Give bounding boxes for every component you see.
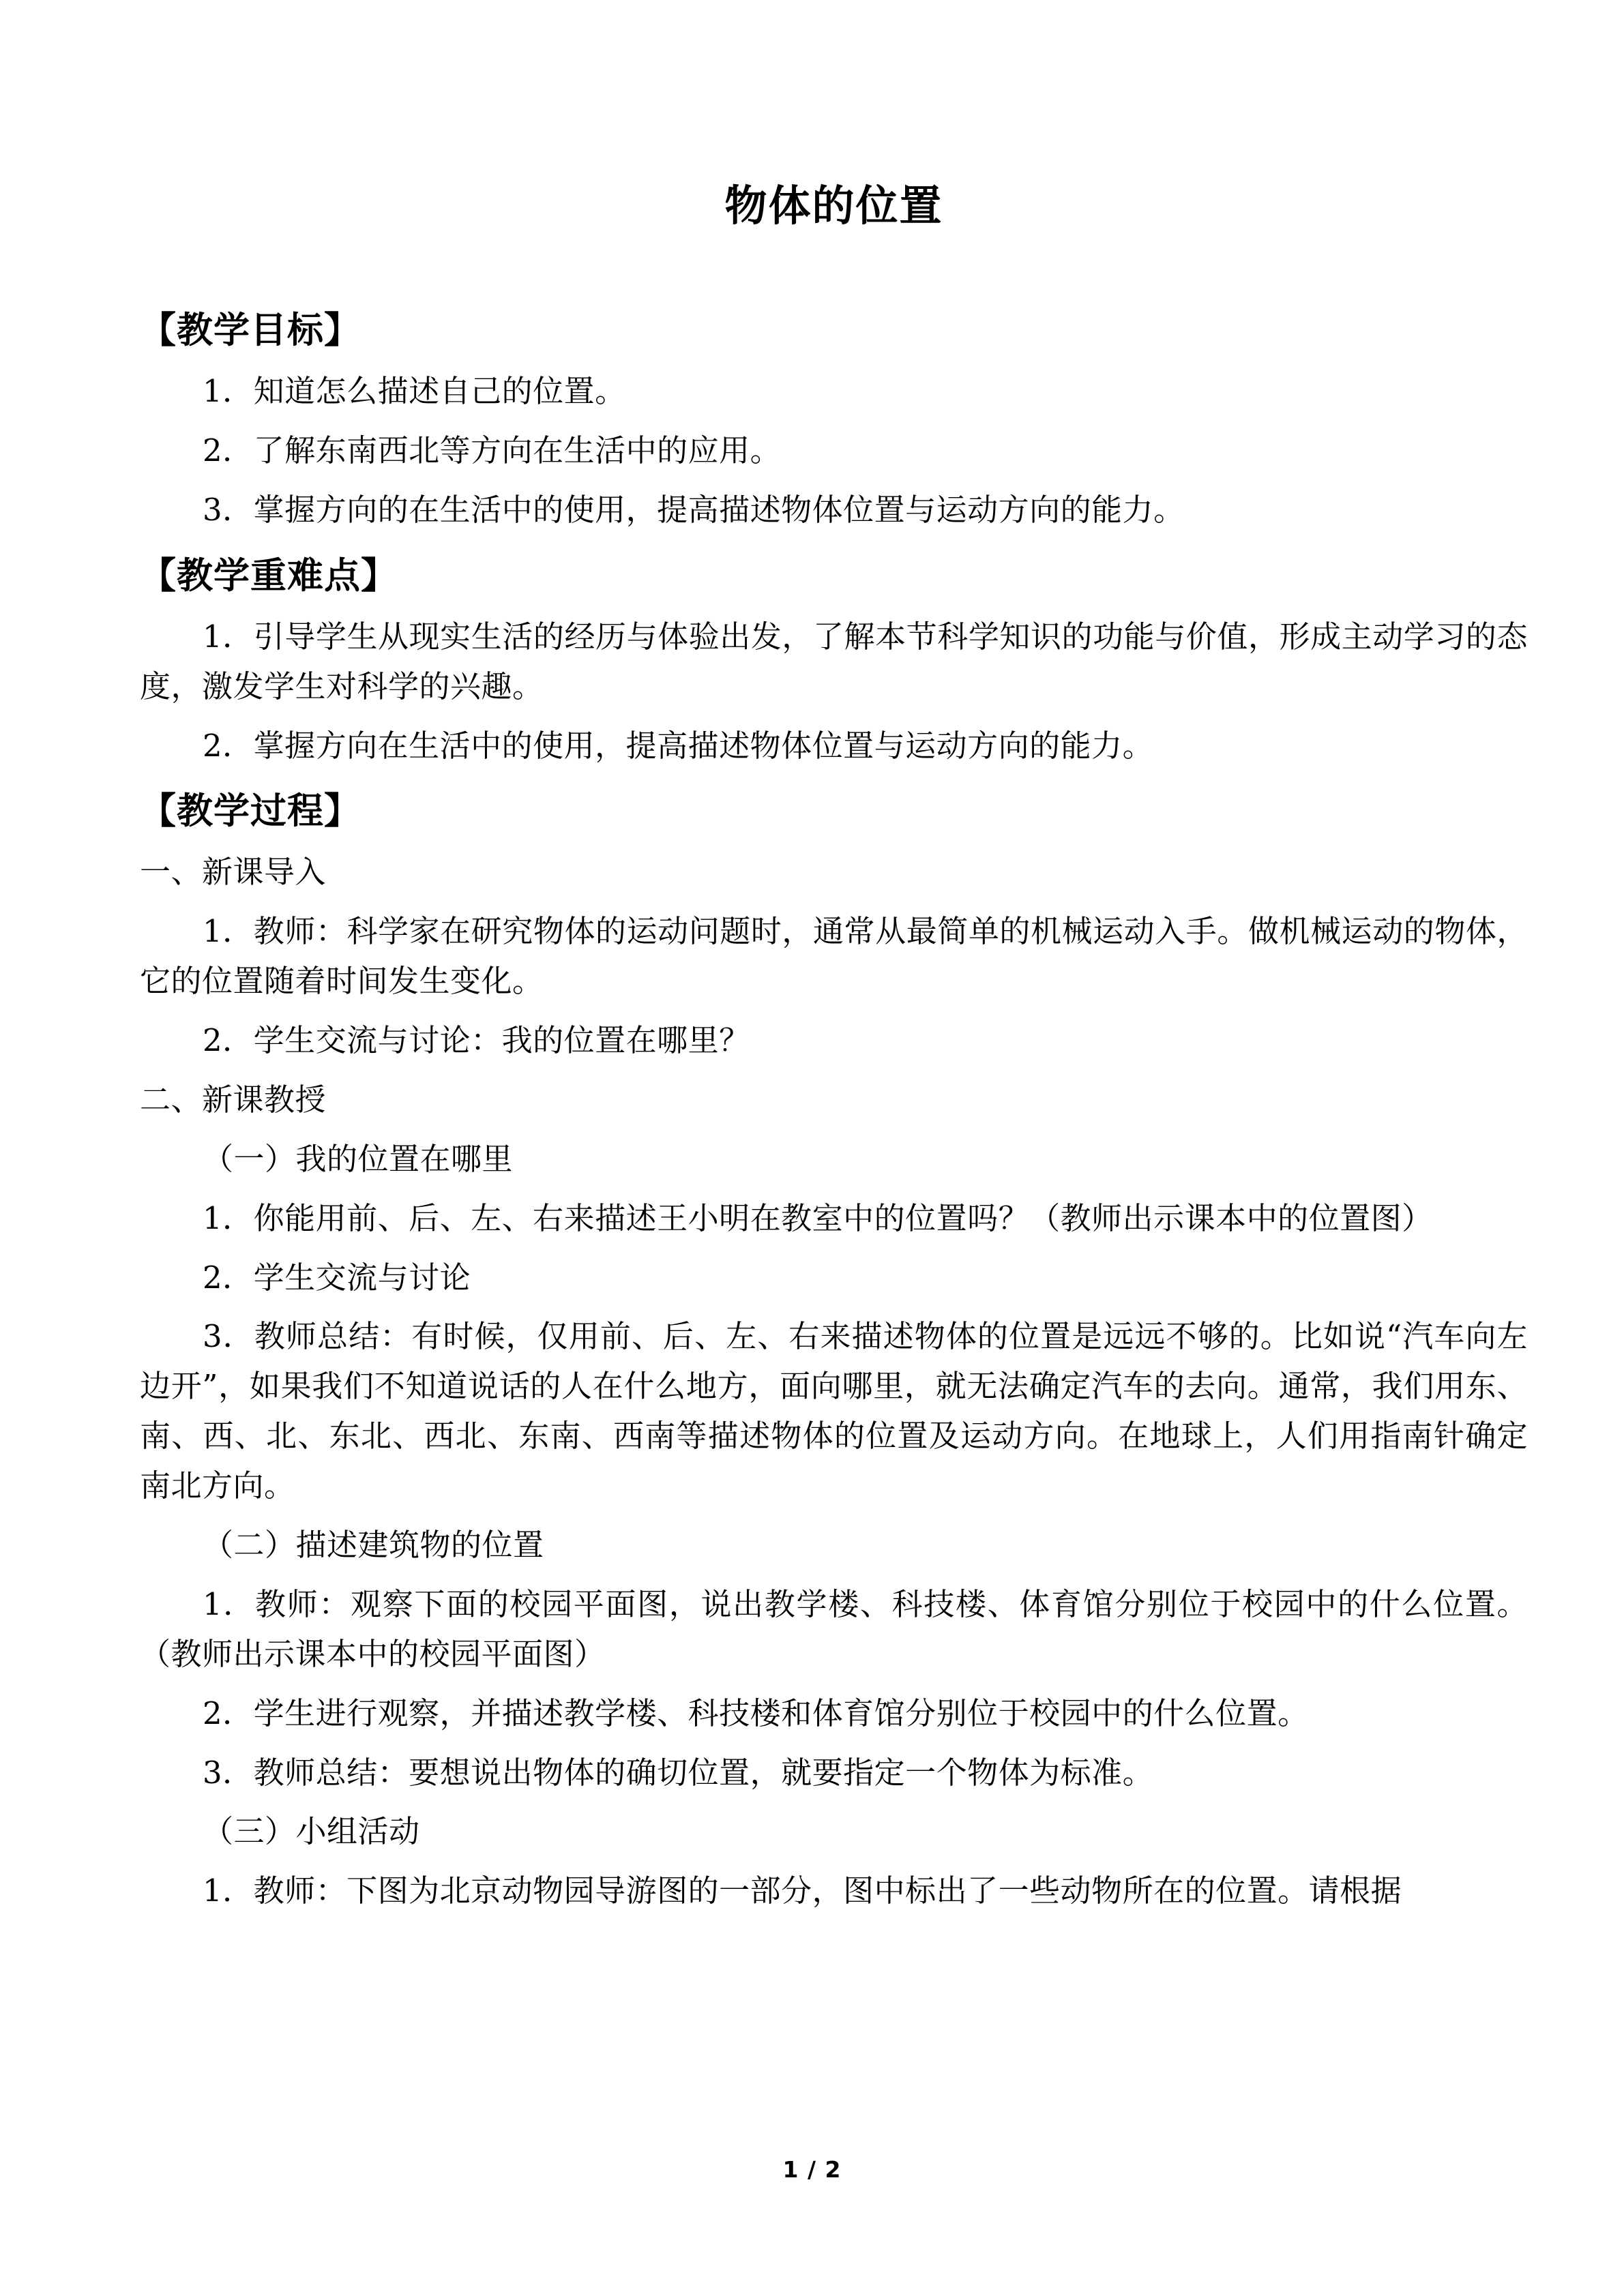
process-item-buildings-2: 2．学生进行观察，并描述教学楼、科技楼和体育馆分别位于校园中的什么位置。 (203, 1695, 1309, 1731)
objective-item-1: 1．知道怎么描述自己的位置。 (203, 373, 626, 410)
process-item-buildings-3: 3．教师总结：要想说出物体的确切位置，就要指定一个物体为标准。 (203, 1754, 1154, 1791)
key-point-item-1: 1．引导学生从现实生活的经历与体验出发，了解本节科学知识的功能与价值，形成主动学习的态度，激发学生对科学的兴趣。 (140, 618, 1528, 704)
process-level2-buildings: （二）描述建筑物的位置 (203, 1526, 544, 1563)
process-item-where-2: 2．学生交流与讨论 (203, 1259, 471, 1296)
process-item-group-1: 1．教师：下图为北京动物园导游图的一部分，图中标出了一些动物所在的位置。请根据 (203, 1873, 1402, 1909)
section-heading-objectives: 【教学目标】 (140, 310, 361, 352)
process-level1-intro: 一、新课导入 (140, 854, 327, 891)
process-item-where-1: 1．你能用前、后、左、右来描述王小明在教室中的位置吗？（教师出示课本中的位置图） (203, 1199, 1433, 1236)
page-number-footer: 1 / 2 (782, 2156, 842, 2183)
document-body (140, 0, 1528, 1916)
process-item-intro-1: 1．教师：科学家在研究物体的运动问题时，通常从最简单的机械运动入手。做机械运动的物体，它的位置随着时间发生变化。 (140, 913, 1528, 1000)
process-level2-where-am-i: （一）我的位置在哪里 (203, 1140, 514, 1177)
section-heading-process: 【教学过程】 (140, 790, 361, 833)
section-heading-key-points: 【教学重难点】 (140, 554, 398, 597)
process-level2-group-activity: （三）小组活动 (203, 1813, 420, 1850)
key-point-item-2: 2．掌握方向在生活中的使用，提高描述物体位置与运动方向的能力。 (203, 727, 1154, 764)
process-item-intro-2: 2．学生交流与讨论：我的位置在哪里？ (203, 1022, 750, 1058)
objective-item-3: 3．掌握方向的在生活中的使用，提高描述物体位置与运动方向的能力。 (203, 492, 1185, 528)
process-item-where-3: 3．教师总结：有时候，仅用前、后、左、右来描述物体的位置是远远不够的。比如说“汽车向左边开”，如果我们不知道说话的人在什么地方，面向哪里，就无法确定汽车的去向。通常，我们用东、南、西、北、东北、西北、东南、西南等描述物体的位置及运动方向。在地球上，人们用指南针确定南北方向。 (140, 1318, 1528, 1504)
objective-item-2: 2．了解东南西北等方向在生活中的应用。 (203, 432, 782, 469)
process-level1-teaching: 二、新课教授 (140, 1081, 327, 1118)
page-title: 物体的位置 (724, 181, 943, 230)
process-item-buildings-1: 1．教师：观察下面的校园平面图，说出教学楼、科技楼、体育馆分别位于校园中的什么位置。（教师出示课本中的校园平面图） (140, 1585, 1528, 1672)
